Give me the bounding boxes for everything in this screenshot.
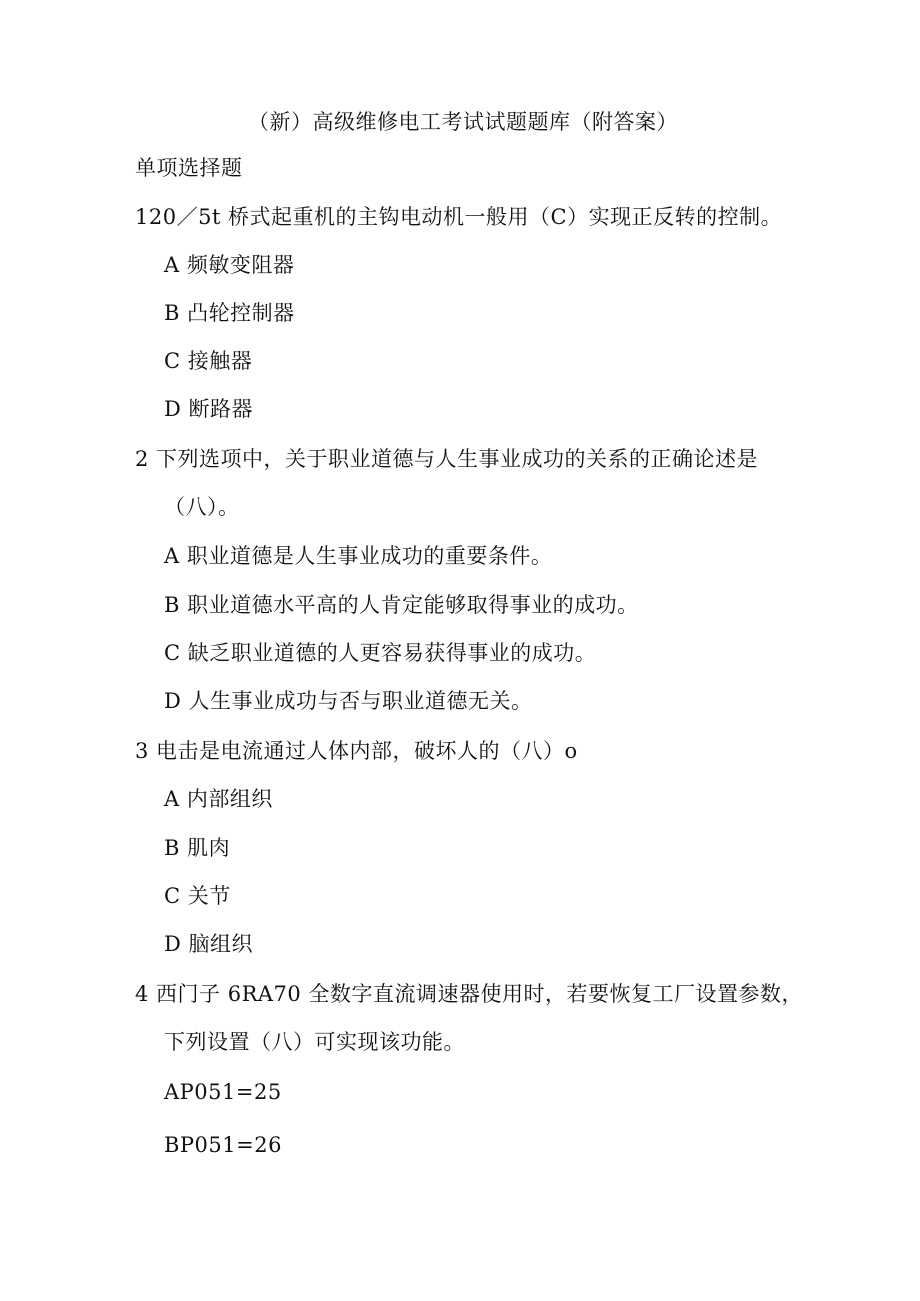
- question-4-stem: 4 西门子 6RA70 全数字直流调速器使用时，若要恢复工厂设置参数，: [135, 982, 803, 1006]
- question-2-option-d: D 人生事业成功与否与职业道德无关。: [164, 689, 533, 713]
- question-4-option-a: AP051=25: [164, 1080, 282, 1104]
- question-1-stem: 120／5t 桥式起重机的主钩电动机一般用（C）实现正反转的控制。: [135, 205, 783, 229]
- question-3-option-a: A 内部组织: [164, 787, 273, 811]
- question-1-option-b: B 凸轮控制器: [164, 301, 295, 325]
- question-3-option-c: C 关节: [164, 884, 231, 908]
- question-2-option-a: A 职业道德是人生事业成功的重要条件。: [164, 544, 553, 568]
- question-4-stem-continued: 下列设置（八）可实现该功能。: [164, 1030, 465, 1054]
- question-1-option-d: D 断路器: [164, 397, 254, 421]
- section-heading: 单项选择题: [135, 156, 243, 180]
- question-2-option-b: B 职业道德水平高的人肯定能够取得事业的成功。: [164, 593, 639, 617]
- question-2-option-c: C 缺乏职业道德的人更容易获得事业的成功。: [164, 641, 597, 665]
- document-title: （新）高级维修电工考试试题题库（附答案）: [248, 110, 678, 134]
- question-4-option-b: BP051=26: [164, 1133, 282, 1157]
- question-3-stem: 3 电击是电流通过人体内部，破坏人的（八）o: [135, 739, 578, 763]
- question-2-stem: 2 下列选项中，关于职业道德与人生事业成功的关系的正确论述是: [135, 447, 759, 471]
- question-2-stem-continued: （八）。: [164, 495, 240, 519]
- question-1-option-a: A 频敏变阻器: [164, 253, 295, 277]
- question-3-option-b: B 肌肉: [164, 836, 231, 860]
- question-3-option-d: D 脑组织: [164, 932, 254, 956]
- question-1-option-c: C 接触器: [164, 349, 253, 373]
